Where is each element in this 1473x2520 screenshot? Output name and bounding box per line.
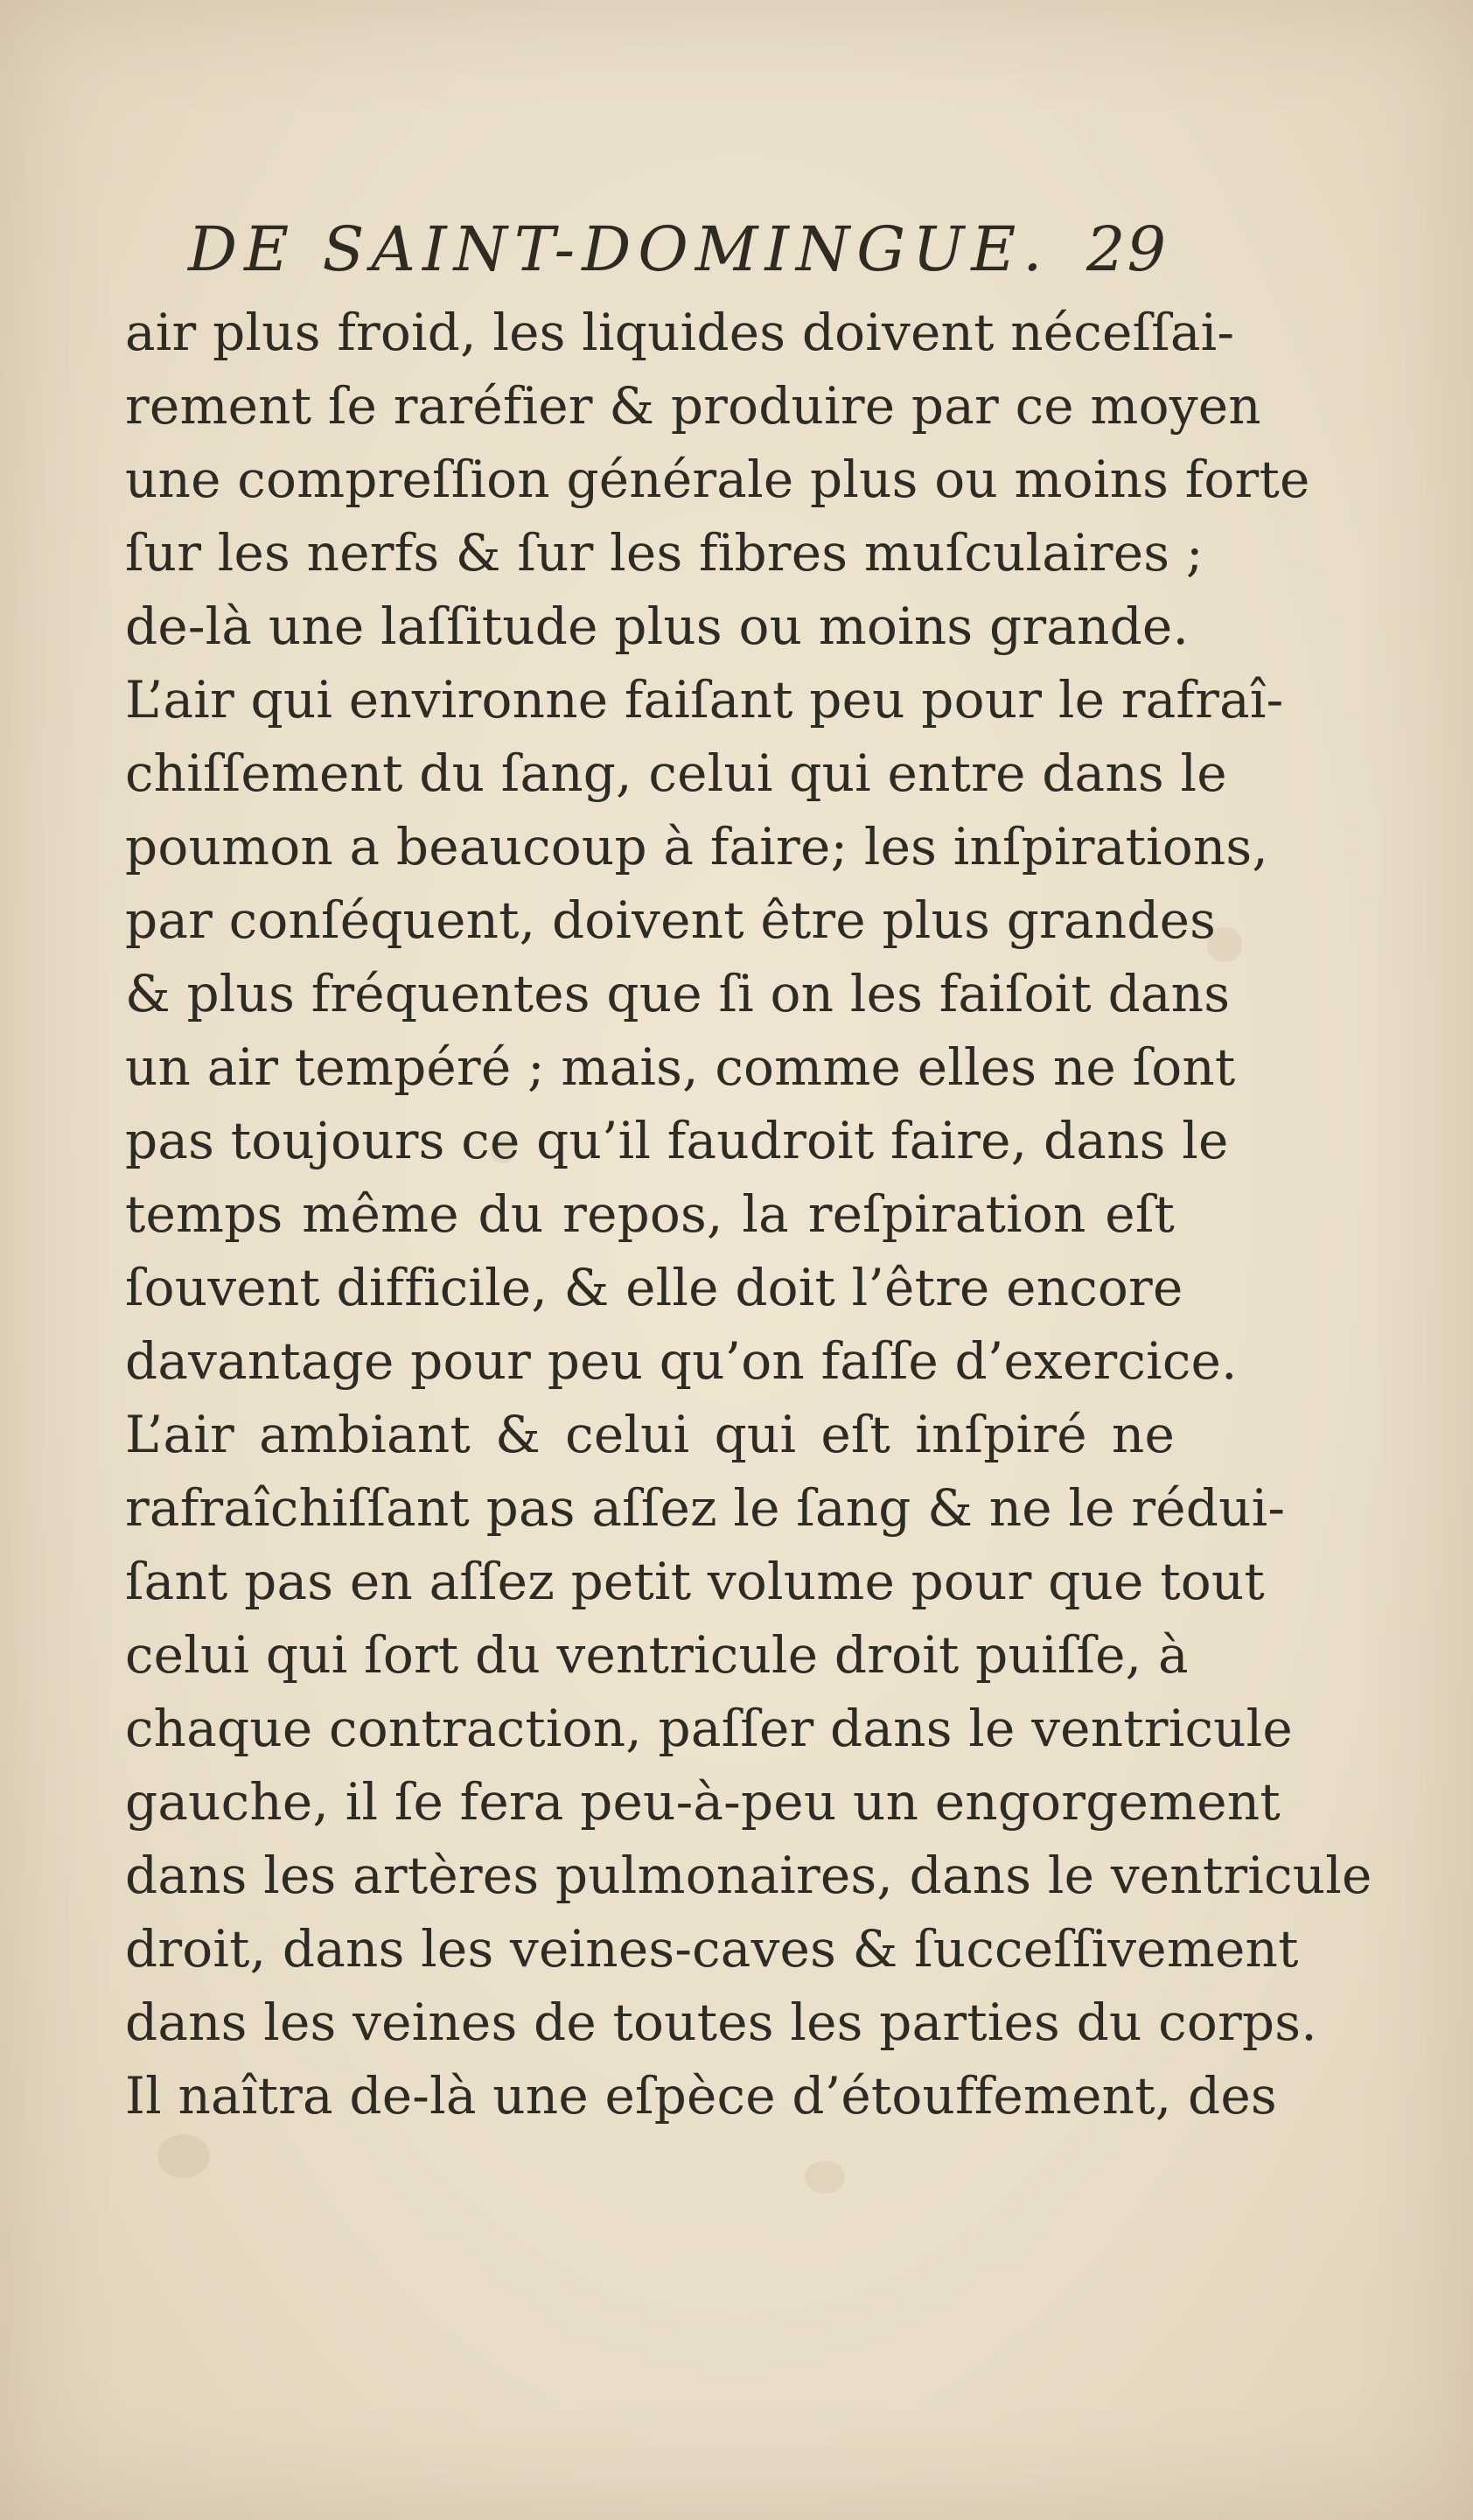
text-line: L’air qui environne faiſant peu pour le rafraî- (125, 670, 1284, 729)
text-line: temps même du repos, la reſpiration eſt (125, 1184, 1175, 1244)
text-line: ſouvent difficile, & elle doit l’être encore (125, 1258, 1183, 1317)
text-line: air plus froid, les liquides doivent néceſſai- (125, 303, 1235, 362)
text-line: L’air ambiant & celui qui eſt inſpiré ne (125, 1405, 1175, 1464)
running-head-title: DE SAINT-DOMINGUE. (188, 213, 1050, 285)
text-line: chiſſement du ſang, celui qui entre dans le (125, 743, 1227, 803)
paper-stain (157, 2134, 210, 2178)
text-line: poumon a beaucoup à faire; les inſpirations, (125, 817, 1269, 876)
text-line: droit, dans les veines-caves & ſucceſſivement (125, 1919, 1299, 1979)
paper-stain (805, 2160, 845, 2194)
text-line: rafraîchiſſant pas aſſez le ſang & ne le rédui- (125, 1478, 1286, 1538)
text-line: ſur les nerfs & ſur les fibres muſculaires ; (125, 523, 1204, 583)
text-line: de-là une laſſitude plus ou moins grande. (125, 597, 1190, 656)
text-line: Il naîtra de-là une eſpèce d’étouffement, des (125, 2066, 1277, 2126)
text-line: celui qui ſort du ventricule droit puiſſe, à (125, 1625, 1189, 1685)
text-line: pas toujours ce qu’il faudroit faire, dans le (125, 1111, 1229, 1170)
text-line: ſant pas en aſſez petit volume pour que tout (125, 1552, 1265, 1611)
text-line: par conſéquent, doivent être plus grandes (125, 890, 1217, 950)
text-line: une compreſſion générale plus ou moins forte (125, 450, 1310, 509)
text-line: gauche, il ſe fera peu-à-peu un engorgement (125, 1772, 1281, 1832)
body-text (125, 296, 1372, 2133)
text-line: un air tempéré ; mais, comme elles ne ſont (125, 1037, 1236, 1097)
text-line: & plus fréquentes que ſi on les faiſoit dans (125, 964, 1231, 1023)
text-line: davantage pour peu qu’on faſſe d’exercice. (125, 1331, 1238, 1391)
page-number: 29 (1086, 213, 1168, 285)
text-line: dans les artères pulmonaires, dans le ventricule (125, 1846, 1372, 1905)
running-head (188, 201, 1168, 297)
text-line: dans les veines de toutes les parties du corps. (125, 1993, 1317, 2052)
text-line: rement ſe raréfier & produire par ce moyen (125, 376, 1261, 436)
text-line: chaque contraction, paſſer dans le ventricule (125, 1699, 1293, 1758)
